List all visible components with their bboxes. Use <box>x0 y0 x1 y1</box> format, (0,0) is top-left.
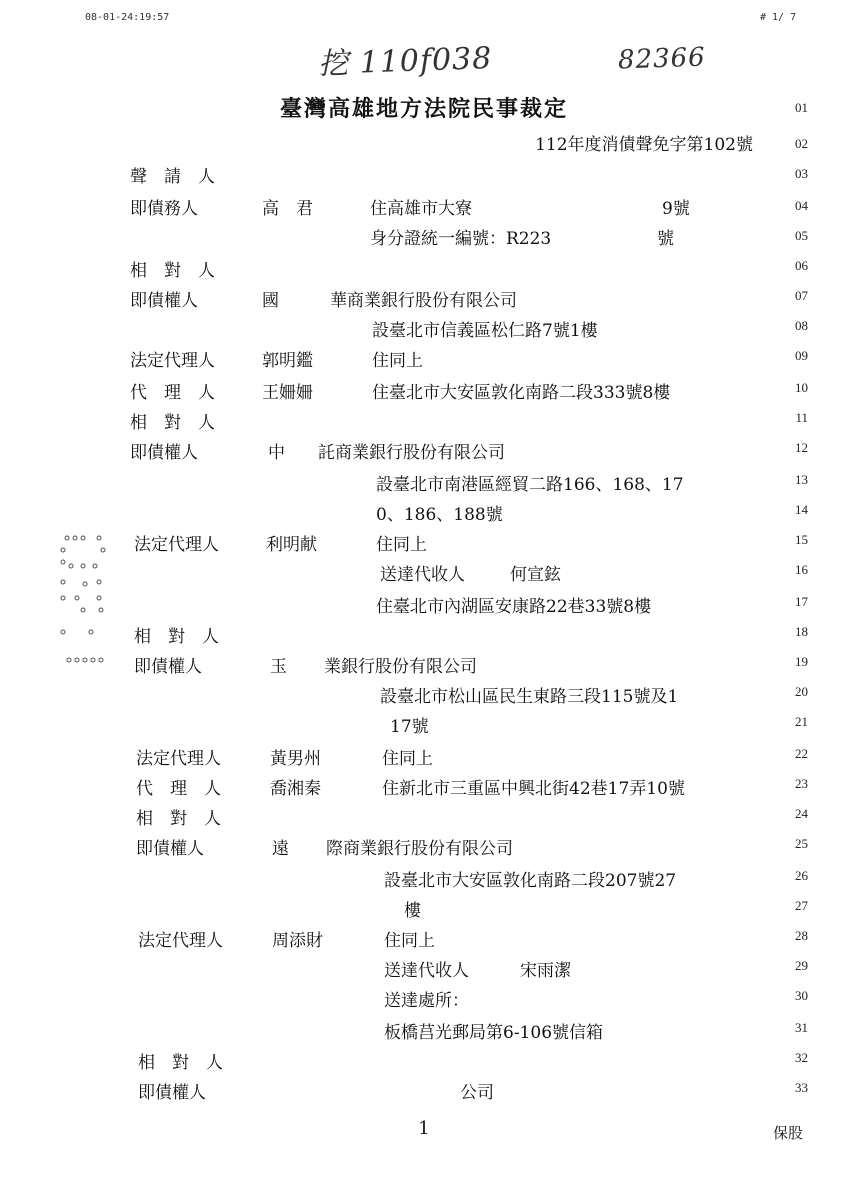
party-address: 住同上 <box>372 351 423 371</box>
party-role: 相 對 人 <box>138 1053 223 1073</box>
party-name: 喬湘秦 <box>270 779 321 799</box>
party-name: 周添財 <box>272 931 323 951</box>
line-number: 33 <box>795 1080 808 1095</box>
party-name: 黃男州 <box>270 749 321 769</box>
party-name: 利明献 <box>266 535 317 555</box>
party-role: 即債權人 <box>134 657 202 677</box>
party-name: 玉 <box>270 657 287 677</box>
line-number: 05 <box>795 228 808 243</box>
party-name: 業銀行股份有限公司 <box>324 657 477 677</box>
party-address: 樓 <box>404 901 421 921</box>
line-number: 32 <box>795 1050 808 1065</box>
page-number: 1 <box>418 1118 430 1139</box>
party-address: 住臺北市內湖區安康路22巷33號8樓 <box>376 597 652 617</box>
line-number: 19 <box>795 654 808 669</box>
line-number: 22 <box>795 746 808 761</box>
party-role: 送達代收人 <box>380 565 465 585</box>
line-number: 08 <box>795 318 808 333</box>
party-id: 身分證統一編號：R223 <box>370 229 552 249</box>
party-role: 相 對 人 <box>134 627 219 647</box>
party-address: 住同上 <box>382 749 433 769</box>
party-name: 王姍姍 <box>262 383 313 403</box>
line-number: 16 <box>795 562 808 577</box>
line-number: 30 <box>795 988 808 1003</box>
party-address: 設臺北市信義區松仁路7號1樓 <box>372 321 598 341</box>
line-number: 10 <box>795 380 808 395</box>
party-name: 高 君 <box>262 199 313 219</box>
party-address: 0、186、188號 <box>376 505 503 525</box>
line-number: 26 <box>795 868 808 883</box>
line-number: 07 <box>795 288 808 303</box>
line-number: 21 <box>795 714 808 729</box>
line-number: 14 <box>795 502 808 517</box>
handwritten-note-right: 82366 <box>617 42 707 76</box>
party-name: 宋雨潔 <box>520 961 571 981</box>
fax-timestamp: 08-01-24:19:57 <box>85 12 170 23</box>
line-number: 01 <box>795 100 808 115</box>
line-number: 11 <box>795 410 808 425</box>
party-name: 郭明鑑 <box>262 351 313 371</box>
party-role: 相 對 人 <box>130 261 215 281</box>
party-role: 代 理 人 <box>136 779 221 799</box>
party-address: 住同上 <box>376 535 427 555</box>
line-number: 29 <box>795 958 808 973</box>
case-number: 112年度消債聲免字第102號 <box>535 135 753 155</box>
party-role: 送達代收人 <box>384 961 469 981</box>
party-address: 板橋莒光郵局第6-106號信箱 <box>384 1023 604 1043</box>
line-number: 04 <box>795 198 808 213</box>
party-role: 代 理 人 <box>130 383 215 403</box>
party-role: 法定代理人 <box>130 351 215 371</box>
line-number: 28 <box>795 928 808 943</box>
fax-page-marker: # 1/ 7 <box>760 12 797 23</box>
line-number: 15 <box>795 532 808 547</box>
party-name: 何宣鉉 <box>510 565 561 585</box>
party-address: 設臺北市大安區敦化南路二段207號27 <box>384 871 677 891</box>
party-name: 託商業銀行股份有限公司 <box>318 443 505 463</box>
party-id: 號 <box>657 229 674 249</box>
party-role: 即債權人 <box>138 1083 206 1103</box>
party-role: 相 對 人 <box>136 809 221 829</box>
line-number: 20 <box>795 684 808 699</box>
party-role: 法定代理人 <box>136 749 221 769</box>
party-name: 遠 <box>272 839 289 859</box>
party-role: 即債權人 <box>130 291 198 311</box>
office-label: 保股 <box>772 1124 803 1142</box>
line-number: 12 <box>795 440 808 455</box>
party-role: 法定代理人 <box>138 931 223 951</box>
party-role: 相 對 人 <box>130 413 215 433</box>
line-number: 27 <box>795 898 808 913</box>
line-number: 17 <box>795 594 808 609</box>
party-address: 住同上 <box>384 931 435 951</box>
line-number: 31 <box>795 1020 808 1035</box>
party-role: 送達處所： <box>384 991 469 1011</box>
party-role: 法定代理人 <box>134 535 219 555</box>
party-name: 中 <box>268 443 285 463</box>
party-address: 設臺北市松山區民生東路三段115號及1 <box>380 687 679 707</box>
party-role: 即債務人 <box>130 199 198 219</box>
party-role: 即債權人 <box>130 443 198 463</box>
binding-holes-mark <box>55 532 115 672</box>
party-name: 華商業銀行股份有限公司 <box>330 291 517 311</box>
line-number: 24 <box>795 806 808 821</box>
line-number: 18 <box>795 624 808 639</box>
party-role: 聲 請 人 <box>130 167 215 187</box>
line-number: 25 <box>795 836 808 851</box>
party-address: 設臺北市南港區經貿二路166、168、17 <box>376 475 684 495</box>
document-title: 臺灣高雄地方法院民事裁定 <box>279 96 568 122</box>
party-name: 國 <box>262 291 279 311</box>
party-name: 公司 <box>460 1083 494 1103</box>
line-number: 02 <box>795 136 808 151</box>
party-address: 9號 <box>662 199 690 219</box>
line-number: 09 <box>795 348 808 363</box>
line-number: 06 <box>795 258 808 273</box>
line-number: 23 <box>795 776 808 791</box>
party-address: 住臺北市大安區敦化南路二段333號8樓 <box>372 383 671 403</box>
line-number: 03 <box>795 166 808 181</box>
line-number: 13 <box>795 472 808 487</box>
party-role: 即債權人 <box>136 839 204 859</box>
handwritten-note-left: 挖 110f038 <box>317 40 493 83</box>
party-address: 住新北市三重區中興北街42巷17弄10號 <box>382 779 685 799</box>
party-name: 際商業銀行股份有限公司 <box>326 839 513 859</box>
party-address: 17號 <box>390 717 429 737</box>
party-address: 住高雄市大寮 <box>370 199 472 219</box>
